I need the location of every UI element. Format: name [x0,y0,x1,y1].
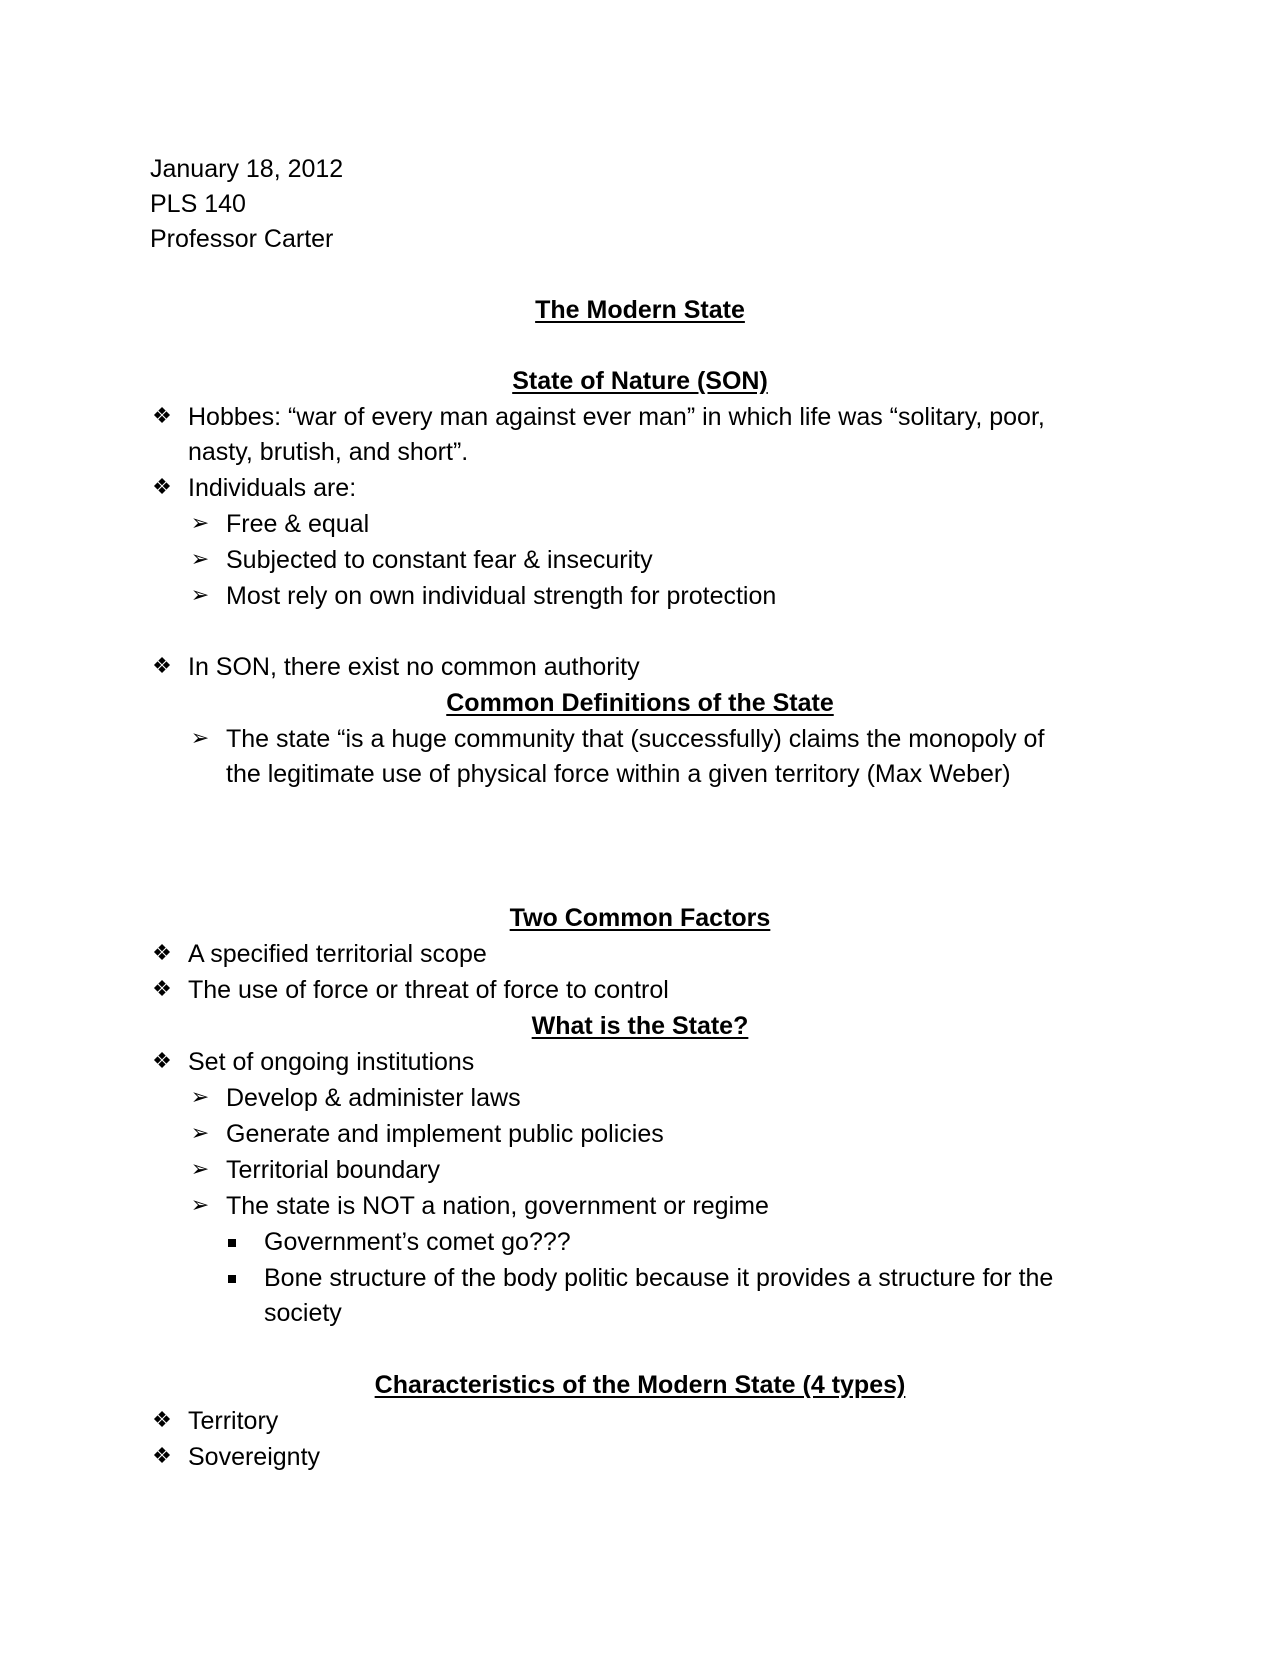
what-sub-item: Territorial boundary [226,1156,440,1184]
what-subsub-item: Government’s comet go??? [264,1228,571,1256]
arrow-bullet-icon: ➢ [190,726,210,751]
hobbes-quote-line1: Hobbes: “war of every man against ever man” in which life was “solitary, poor, [188,403,1045,431]
definitions-heading: Common Definitions of the State [446,689,834,717]
individuals-line: Individuals are: [188,474,357,502]
diamond-bullet-icon: ❖ [152,404,172,429]
diamond-bullet-icon: ❖ [152,654,172,679]
square-bullet-icon [228,1275,236,1283]
son-sub-item: Subjected to constant fear & insecurity [226,546,653,574]
factor-item: A specified territorial scope [188,940,487,968]
arrow-bullet-icon: ➢ [190,1121,210,1146]
diamond-bullet-icon: ❖ [152,475,172,500]
institutions-line: Set of ongoing institutions [188,1048,475,1076]
characteristic-item: Territory [188,1407,279,1435]
son-sub-item: Free & equal [226,510,370,538]
arrow-bullet-icon: ➢ [190,1193,210,1218]
weber-definition-line1: The state “is a huge community that (successfully) claims the monopoly of [226,725,1045,753]
diamond-bullet-icon: ❖ [152,1444,172,1469]
what-sub-item: Generate and implement public policies [226,1120,664,1148]
authority-line: In SON, there exist no common authority [188,653,640,681]
arrow-bullet-icon: ➢ [190,1157,210,1182]
weber-definition-line2: the legitimate use of physical force within a given territory (Max Weber) [226,760,1011,788]
diamond-bullet-icon: ❖ [152,1408,172,1433]
factor-item: The use of force or threat of force to control [188,976,669,1004]
course-line: PLS 140 [150,190,246,218]
son-heading: State of Nature (SON) [512,367,768,395]
what-heading: What is the State? [531,1012,749,1040]
arrow-bullet-icon: ➢ [190,511,210,536]
what-sub-item: The state is NOT a nation, government or regime [226,1192,769,1220]
arrow-bullet-icon: ➢ [190,547,210,572]
factors-heading: Two Common Factors [509,904,771,932]
son-sub-item: Most rely on own individual strength for protection [226,582,777,610]
hobbes-quote-line2: nasty, brutish, and short”. [188,438,469,466]
date-line: January 18, 2012 [150,155,344,183]
bone-structure-line2: society [264,1299,342,1327]
bone-structure-line1: Bone structure of the body politic because it provides a structure for the [264,1264,1054,1292]
characteristics-heading: Characteristics of the Modern State (4 types) [374,1371,906,1399]
characteristic-item: Sovereignty [188,1443,321,1471]
arrow-bullet-icon: ➢ [190,583,210,608]
page-title: The Modern State [535,296,745,324]
professor-line: Professor Carter [150,225,334,253]
what-sub-item: Develop & administer laws [226,1084,521,1112]
square-bullet-icon [228,1239,236,1247]
diamond-bullet-icon: ❖ [152,977,172,1002]
diamond-bullet-icon: ❖ [152,1049,172,1074]
diamond-bullet-icon: ❖ [152,941,172,966]
arrow-bullet-icon: ➢ [190,1085,210,1110]
